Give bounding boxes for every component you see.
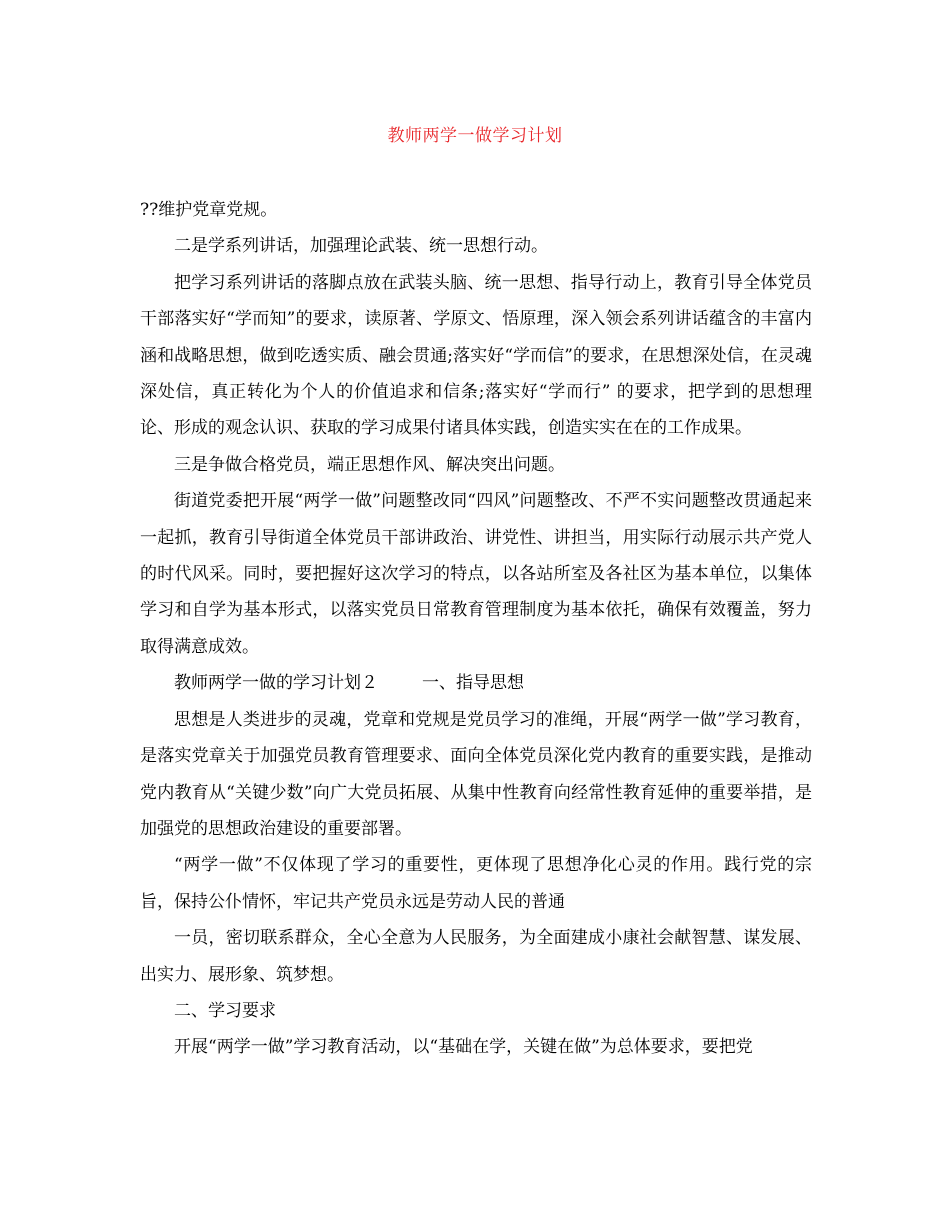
paragraph: 三是争做合格党员，端正思想作风、解决突出问题。	[174, 454, 565, 475]
paragraph: 思想是人类进步的灵魂，党章和党规是党员学习的准绳，开展“两学一做”学习教育，是落实党章关于加强党员教育管理要求、面向全体党员深化党内教育的重要实践，是推动党内教育从“关键少数”向广大党员拓展、从集中性教育向经常性教育延伸的重要举措，是加强党的思想政治建设的重要部署。	[140, 709, 812, 839]
section-heading-line	[140, 665, 812, 701]
paragraph: ??维护党章党规。	[140, 200, 278, 220]
paragraph: 开展“两学一做”学习教育活动，以“基础在学，关键在做”为总体要求，要把党	[174, 1037, 753, 1058]
paragraph: 二、学习要求	[174, 1000, 276, 1021]
guiding-title: 一、指导思想	[422, 673, 524, 694]
paragraph: 一员，密切联系群众，全心全意为人民服务，为全面建成小康社会献智慧、谋发展、出实力、展形象、筑梦想。	[140, 928, 812, 985]
paragraph: 二是学系列讲话，加强理论武装、统一思想行动。	[174, 236, 548, 257]
paragraph: “两学一做”不仅体现了学习的重要性，更体现了思想净化心灵的作用。践行党的宗旨，保持公仆情怀，牢记共产党员永远是劳动人民的普通	[140, 855, 812, 912]
document-title: 教师两学一做学习计划	[387, 126, 563, 146]
document-body	[140, 192, 812, 1066]
plan-title: 教师两学一做的学习计划２	[174, 673, 378, 694]
paragraph: 把学习系列讲话的落脚点放在武装头脑、统一思想、指导行动上，教育引导全体党员干部落实好“学而知”的要求，读原著、学原文、悟原理，深入领会系列讲话蕴含的丰富内涵和战略思想，做到吃透实质、融会贯通;落实好“学而信”的要求，在思想深处信，在灵魂深处信，真正转化为个人的价值追求和信条;落实好“学而行” 的要求，把学到的思想理论、形成的观念认识、获取的学习成果付诸具体实践，创造实实在在的工作成果。	[140, 272, 812, 439]
paragraph: 街道党委把开展“两学一做”问题整改同“四风”问题整改、不严不实问题整改贯通起来一起抓，教育引导街道全体党员干部讲政治、讲党性、讲担当，用实际行动展示共产党人的时代风采。同时，要把握好这次学习的特点，以各站所室及各社区为基本单位，以集体学习和自学为基本形式，以落实党员日常教育管理制度为基本依托，确保有效覆盖，努力取得满意成效。	[140, 491, 812, 657]
